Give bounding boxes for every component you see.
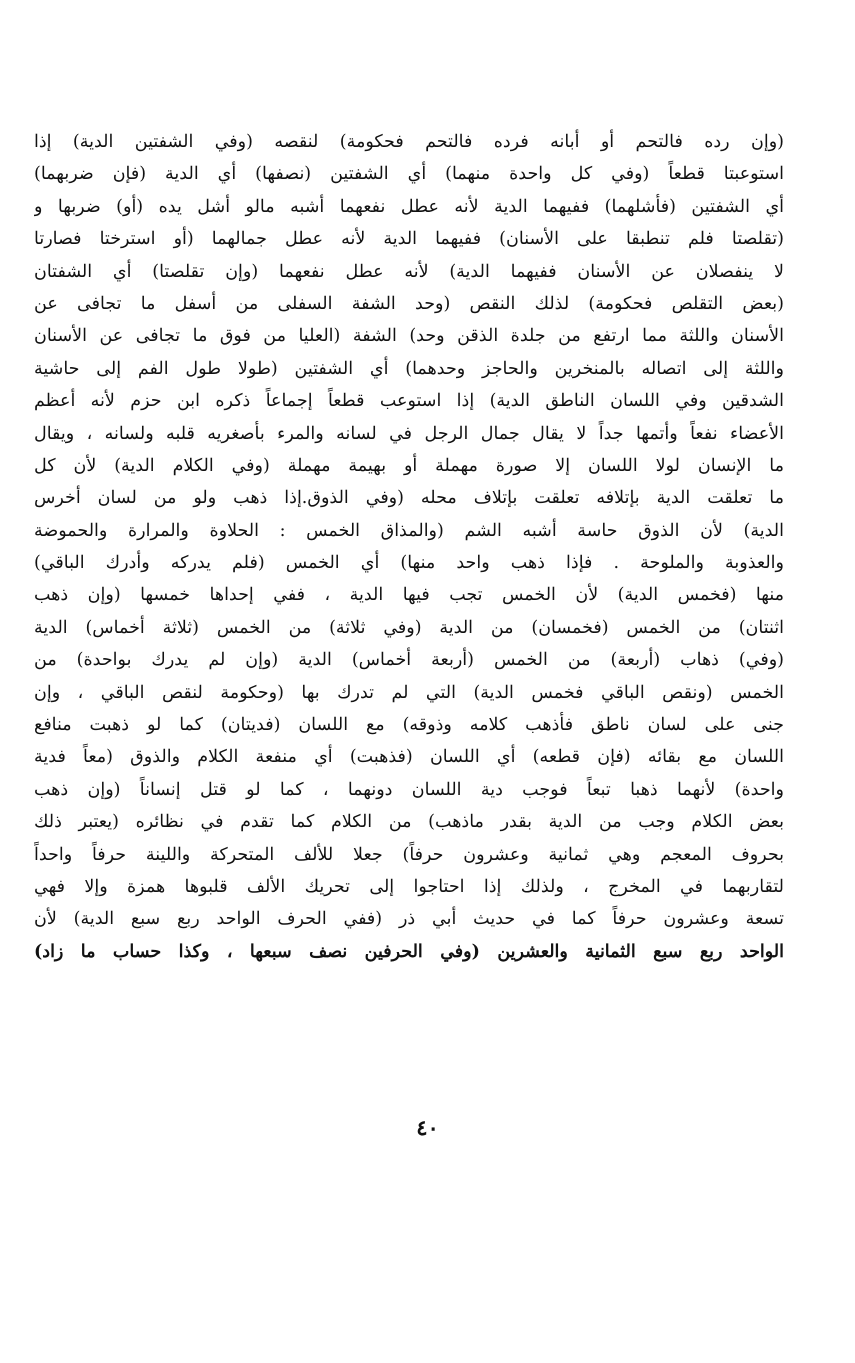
text-line-10: الأعضاء نفعاً وأتمها جداً لا يقال جمال الرجل في لسانه والمرء بأصغريه قلبه ولسانه ، ويقال xyxy=(34,423,784,444)
text-line-19: جنى على لسان ناطق فأذهب كلامه وذوقه) مع اللسان (فديتان) كما لو ذهبت منافع xyxy=(34,715,784,736)
text-line-18: الخمس (ونقص الباقي فخمس الدية) التي لم تدرك بها (وحكومة لنقص الباقي ، وإن xyxy=(34,682,784,703)
body-text xyxy=(34,126,784,968)
text-line-24: لتقاربهما في المخرج ، ولذلك إذا احتاجوا إلى تحريك الألف قلبوها همزة وإلا فهي xyxy=(34,876,784,897)
text-line-5: لا ينفصلان عن الأسنان ففيهما الدية) لأنه عطل نفعهما (وإن تقلصتا) أي الشفتان xyxy=(34,261,784,282)
text-line-15: منها (فخمس الدية) لأن الخمس تجب فيها الدية ، ففي إحداها خمسها (وإن ذهب xyxy=(34,585,784,606)
text-line-14: والعذوبة والملوحة . فإذا ذهب واحد منها) أي الخمس (فلم يدركه وأدرك الباقي) xyxy=(34,553,784,574)
text-line-12: ما تعلقت الدية بإتلافه تعلقت بإتلاف محله (وفي الذوق.إذا ذهب ولو من لسان أخرس xyxy=(34,488,784,509)
text-line-21: واحدة) لأنهما ذهبا تبعاً فوجب دية اللسان دونهما ، كما لو قتل إنساناً (وإن ذهب xyxy=(34,779,784,800)
text-line-8: واللثة إلى اتصاله بالمنخرين والحاجز وحدهما) أي الشفتين (طولا طول الفم إلى حاشية xyxy=(34,358,784,379)
text-line-17: (وفي) ذهاب (أربعة) من الخمس (أربعة أخماس) الدية (وإن لم يدرك بواحدة) من xyxy=(34,650,784,671)
text-line-7: الأسنان واللثة مما ارتفع من جلدة الذقن وحد) الشفة (العليا من فوق ما تجافى عن الأسنان xyxy=(34,326,784,347)
text-line-4: (تقلصتا فلم تنطبقا على الأسنان) ففيهما الدية لأنه عطل جمالهما (أو استرختا فصارتا xyxy=(34,229,784,250)
text-line-2: استوعبتا قطعاً (وفي كل واحدة منهما) أي الشفتين (نصفها) أي الدية (فإن ضربهما) xyxy=(34,164,784,185)
text-line-3: أي الشفتين (فأشلهما) ففيهما الدية لأنه عطل نفعهما أشبه مالو أشل يده (أو) ضربها و xyxy=(34,196,784,217)
text-line-16: اثنتان) من الخمس (فخمسان) من الدية (وفي ثلاثة) من الخمس (ثلاثة أخماس) الدية xyxy=(34,617,784,638)
text-line-26: الواحد ربع سبع الثمانية والعشرين (وفي الحرفين نصف سبعها ، وكذا حساب ما زاد) xyxy=(34,941,784,962)
text-line-25: تسعة وعشرون حرفاً كما في حديث أبي ذر (ففي الحرف الواحد ربع سبع الدية) لأن xyxy=(34,909,784,930)
text-line-22: بعض الكلام وجب من الدية بقدر ماذهب) من الكلام كما تقدم في نظائره (يعتبر ذلك xyxy=(34,812,784,833)
text-line-13: الدية) لأن الذوق حاسة أشبه الشم (والمذاق الخمس : الحلاوة والمرارة والحموضة xyxy=(34,520,784,541)
text-line-1: (وإن رده فالتحم أو أبانه فرده فالتحم فحكومة) لنقصه (وفي الشفتين الدية) إذا xyxy=(34,132,784,152)
page-number: ٤٠ xyxy=(416,1115,439,1140)
text-line-6: (بعض التقلص فحكومة) لذلك النقص (وحد الشفة السفلى من أسفل ما تجافى عن xyxy=(34,293,784,314)
text-line-23: بحروف المعجم وهي ثمانية وعشرون حرفاً) جعلا للألف المتحركة واللينة حرفاً واحداً xyxy=(34,844,784,865)
text-line-11: ما الإنسان لولا اللسان إلا صورة مهملة أو بهيمة مهملة (وفي الكلام الدية) لأن كل xyxy=(34,455,784,476)
text-line-9: الشدقين وفي اللسان الناطق الدية) إذا استوعب قطعاً إجماعاً ذكره ابن حزم لأنه أعظم xyxy=(34,391,784,412)
text-line-20: اللسان مع بقائه (فإن قطعه) أي اللسان (فذهبت) أي منفعة الكلام والذوق (معاً فدية xyxy=(34,747,784,768)
